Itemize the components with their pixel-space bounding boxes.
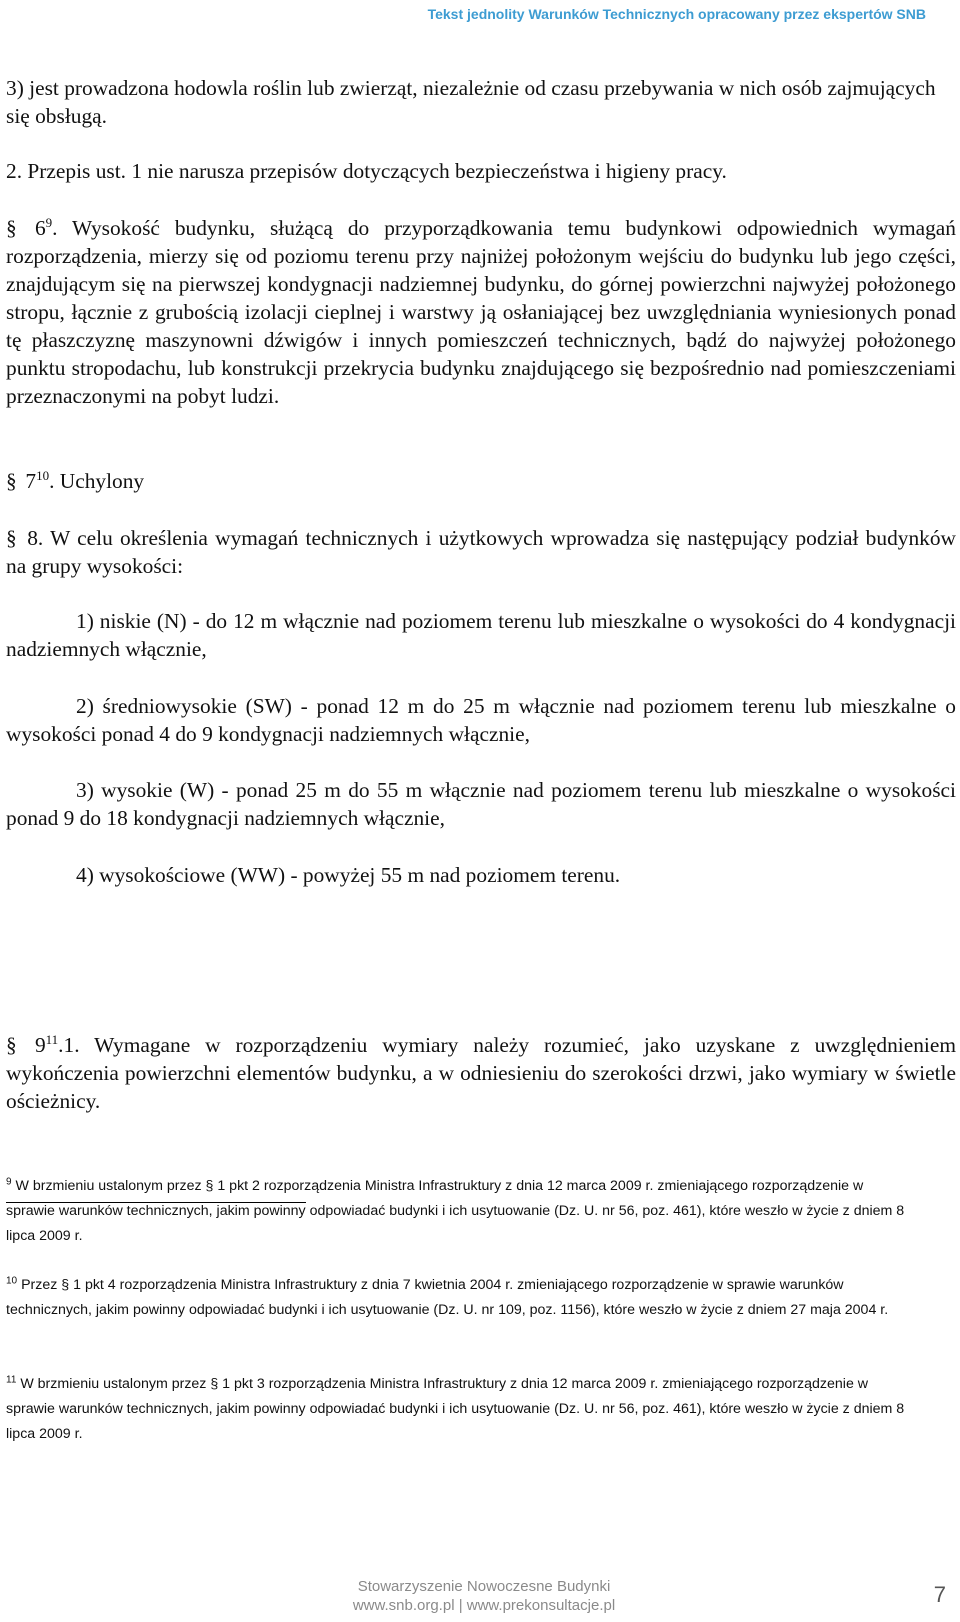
footnote-ref-10[interactable]: 10 (36, 467, 50, 483)
paragraph-ust-2: 2. Przepis ust. 1 nie narusza przepisów dotyczących bezpieczeństwa i higieny pracy. (6, 159, 727, 183)
footnote-ref-11[interactable]: 11 (45, 1031, 59, 1047)
footnote-10 (6, 1273, 906, 1323)
section-text: . Wysokość budynku, służącą do przyporządkowania temu budynkowi odpowiednich wymagań rozporządzenia, mierzy się od poziomu terenu przy najniżej położonym wejściu do budynku lub jego części, znajdującym się na pierwszej kondygnacji nadziemnej budynku, do górnej powierzchni najwyżej położonego stropu, łącznie z grubością izolacji cieplnej i warstwy ją osłaniającej bez uwzględniania wyniesionych ponad tę płaszczyznę maszynowni dźwigów i innych pomieszczeń technicznych, bądź do najwyżej położonego punktu stropodachu, lub konstrukcji przekrycia budynku znajdującego się bezpośrednio nad pomieszczeniami przeznaczonymi na pobyt ludzi. (6, 216, 956, 408)
height-group-1: 1) niskie (N) - do 12 m włącznie nad poziomem terenu lub mieszkalne o wysokości do 4 kondygnacji nadziemnych włącznie, (6, 609, 956, 661)
footnote-number: 11 (6, 1374, 17, 1386)
section-text: .1. Wymagane w rozporządzeniu wymiary należy rozumieć, jako uzyskane z uwzględnieniem wykończenia powierzchni elementów budynku, a w odniesieniu do szerokości drzwi, jako wymiary w świetle ościeżnicy. (6, 1033, 956, 1113)
section-number: 9 (34, 1033, 46, 1057)
section-7 (6, 467, 956, 495)
footnote-number: 10 (6, 1275, 18, 1287)
page-number: 7 (933, 1582, 946, 1607)
footer-links[interactable]: www.snb.org.pl | www.prekonsultacje.pl (352, 1597, 616, 1614)
footer-org-name: Stowarzyszenie Nowoczesne Budynki (357, 1578, 611, 1595)
running-header: Tekst jednolity Warunków Technicznych opracowany przez ekspertów SNB (427, 6, 926, 22)
section-sign: § (6, 469, 17, 493)
footer-organization (334, 1577, 634, 1615)
height-group-4: 4) wysokościowe (WW) - powyżej 55 m nad poziomem terenu. (76, 863, 621, 887)
section-text: . Uchylony (49, 469, 145, 493)
footnote-11 (6, 1372, 906, 1447)
section-6 (6, 214, 956, 410)
footnote-text: W brzmieniu ustalonym przez § 1 pkt 2 rozporządzenia Ministra Infrastruktury z dnia 12 marca 2009 r. zmieniającego rozporządzenie w sprawie warunków technicznych, jakim powinny odpowiadać budynki i ich usytuowanie (Dz. U. nr 56, poz. 461), które weszło w życie z dniem 8 lipca 2009 r. (6, 1178, 905, 1244)
height-group-2: 2) średniowysokie (SW) - ponad 12 m do 25 m włącznie nad poziomem terenu lub mieszkalne o wysokości ponad 4 do 9 kondygnacji nadziemnych włącznie, (6, 694, 956, 746)
section-9 (6, 1031, 956, 1115)
section-number: 6 (34, 216, 46, 240)
paragraph-item-3: 3) jest prowadzona hodowla roślin lub zwierząt, niezależnie od czasu przebywania w nich osób zajmujących się obsługą. (6, 76, 936, 128)
height-group-3: 3) wysokie (W) - ponad 25 m do 55 m włącznie nad poziomem terenu lub mieszkalne o wysokości ponad 9 do 18 kondygnacji nadziemnych włącznie, (6, 778, 956, 830)
section-number: 7 (25, 469, 37, 493)
section-sign: § (6, 216, 17, 240)
section-text: 8. W celu określenia wymagań technicznych i użytkowych wprowadza się następujący podział budynków na grupy wysokości: (6, 526, 956, 578)
footnote-text: Przez § 1 pkt 4 rozporządzenia Ministra Infrastruktury z dnia 7 kwietnia 2004 r. zmieniającego rozporządzenie w sprawie warunków technicznych, jakim powinny odpowiadać budynki i ich usytuowanie (Dz. U. nr 109, poz. 1156), które weszło w życie z dniem 27 maja 2004 r. (6, 1277, 889, 1318)
section-sign: § (6, 526, 17, 550)
footnote-text: W brzmieniu ustalonym przez § 1 pkt 3 rozporządzenia Ministra Infrastruktury z dnia 12 marca 2009 r. zmieniającego rozporządzenie w sprawie warunków technicznych, jakim powinny odpowiadać budynki i ich usytuowanie (Dz. U. nr 56, poz. 461), które weszło w życie z dniem 8 lipca 2009 r. (6, 1376, 905, 1442)
footnote-ref-9[interactable]: 9 (45, 214, 53, 230)
footnote-9 (6, 1174, 906, 1249)
footnote-number: 9 (6, 1176, 12, 1188)
section-8 (6, 524, 956, 580)
section-sign: § (6, 1033, 17, 1057)
